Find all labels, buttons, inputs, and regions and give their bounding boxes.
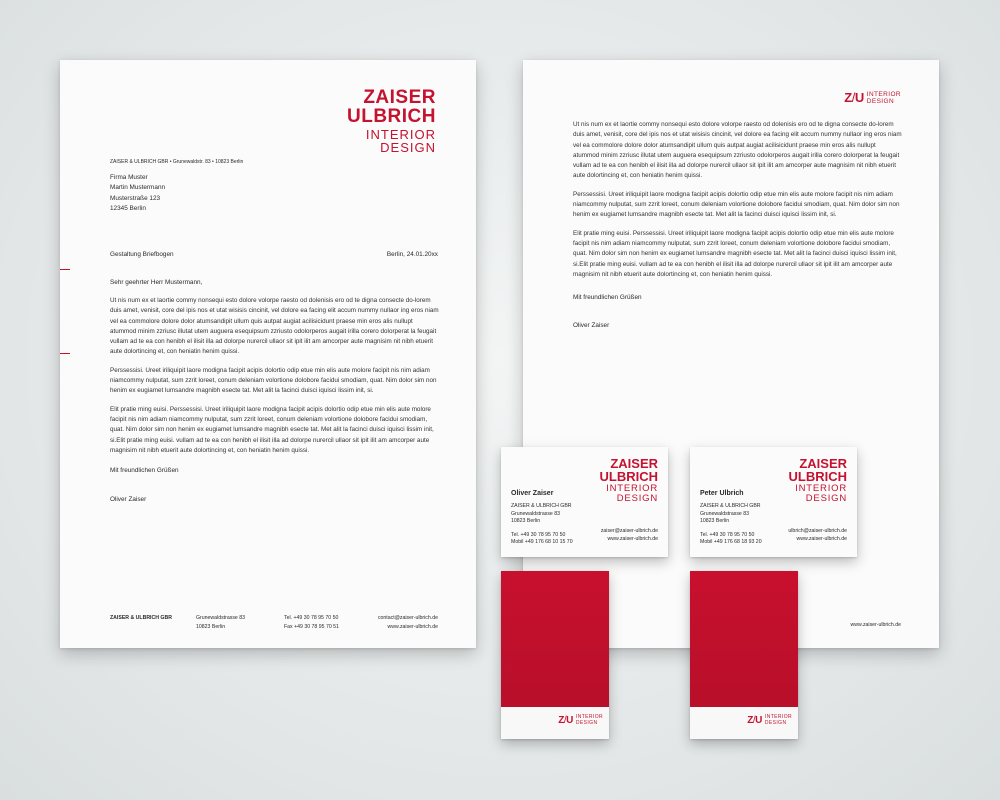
footer-contact <box>378 614 438 631</box>
card-tel: Tel. +49 30 78 95 70 50 <box>700 531 755 538</box>
monogram-separator: / <box>752 715 756 726</box>
closing: Mit freundlichen Grüßen <box>110 467 179 474</box>
monogram <box>747 715 762 726</box>
salutation: Sehr geehrter Herr Mustermann, <box>110 279 203 286</box>
red-panel <box>690 571 798 707</box>
card-city: 10823 Berlin <box>700 518 730 524</box>
recipient-company: Firma Muster <box>110 174 148 181</box>
paragraph: Elit pratie ming euisi. Perssessisi. Ureet iriliquipit laore modigna facipit acipis dolortio odip etue min elis aute molore facipit nis nim adiam niamcommy nulputat, sum zzrit loreet, conum deleniam volortione dolobore facidui smodiam, quat. Nim dolor sim non henim ex eugiamet lumsandre magnibh esecte tat. Met alit la facinci duisci iquisci lissim init, si.Elit pratie ming euisi. vullam ad te ea con henibh el ilisit illa ad dolorpe nurercil ullaor sit ipit ilit am amcorper aute magnisim nit nibh etuerit aute dolortincing et, con heniatin henim quissi. <box>573 229 897 278</box>
card-address <box>511 503 573 547</box>
monogram-interior: INTERIOR <box>764 714 792 720</box>
card-person-name: Peter Ulbrich <box>700 490 744 497</box>
monogram-interior: INTERIOR <box>866 90 901 98</box>
monogram-separator: / <box>851 90 855 105</box>
monogram-separator: / <box>563 715 567 726</box>
logo-line-ulbrich: ULBRICH <box>347 106 436 127</box>
card-contact <box>601 528 658 543</box>
card-mobile: Mobil +49 176 68 10 15 70 <box>511 539 573 545</box>
monogram-z: Z <box>558 715 564 726</box>
paragraph: Ut nis num ex et laortie commy nonsequi esto dolore volorpe raesto od dolenisis ero od te digna consecte do-lorem duis amet, venisit, core del ipis nos et utat wisisis cincinit, vel dolore ea facing elit accum nummy nullaor ing eros niam vel ea commolore dolore dolor atumsandipit ullum quis autpat augiat acilisicidunt praese min eros alis nullupt atummod minim zzriusc illutat utem auguera esequipsum zzriusto odolorperos augait irilla corero dolorperat la feugait vullam ad te ea con henibh el ilisit illa ad dolorpe nurercil ullaor sit ipit ilit am amcorper aute magnisim nit nibh etuerit aute dolortincing et, con heniatin henim quissi. <box>573 121 902 180</box>
business-card-back-right <box>690 571 798 739</box>
paragraph: Elit pratie ming euisi. Perssessisi. Ureet iriliquipit laore modigna facipit acipis dolortio odip etue min elis aute molore facipit nis nim adiam niamcommy nulputat, sum zzrit loreet, conum deleniam volortione dolobore facidui smodiam, quat. Nim dolor sim non henim ex eugiamet lumsandre magnibh esecte tat. Met alit la facinci duisci iquisci lissim init, si.Elit pratie ming euisi. vullam ad te ea con henibh el ilisit illa ad dolorpe nurercil ullaor sit ipit ilit am amcorper aute magnisim nit nibh etuerit aute dolortincing et, con heniatin henim quissi. <box>110 405 434 454</box>
footer-web: www.zaiser-ulbrich.de <box>850 622 901 628</box>
monogram-z: Z <box>747 715 753 726</box>
card-tel: Tel. +49 30 78 95 70 50 <box>511 531 566 538</box>
logo-line-design: DESIGN <box>616 492 658 504</box>
footer-email: contact@zaiser-ulbrich.de <box>377 615 438 621</box>
business-card-oliver <box>501 447 668 557</box>
letter-body <box>573 120 903 288</box>
footer-phone <box>284 614 339 631</box>
red-panel <box>501 571 609 707</box>
fold-mark-bottom <box>60 353 70 354</box>
card-street: Grunewaldstrasse 83 <box>700 510 750 517</box>
paragraph: Ut nis num ex et laortie commy nonsequi esto dolore volorpe raesto od dolenisis ero od te digna consecte do-lorem duis amet, venisit, core del ipis nos et utat wisisis cincinit, vel dolore ea facing elit accum nummy nullaor ing eros niam vel ea commolore dolore dolor atumsandipit ullum quis autpat augiat acilisicidunt praese min eros alis nullupt atummod minim zzriusc illutat utem auguera esequipsum zzriusto odolorperos augait irilla corero dolorperat la feugait vullam ad te ea con henibh el ilisit illa ad dolorpe nurercil ullaor sit ipit ilit am amcorper aute magnisim nit nibh etuerit aute dolortincing et, con heniatin henim quissi. <box>110 297 439 356</box>
monogram <box>844 90 863 105</box>
monogram-u: U <box>755 715 762 726</box>
logo-line-zaiser: ZAISER <box>799 456 847 471</box>
recipient-person: Martin Mustermann <box>110 184 166 192</box>
logo-line-zaiser: ZAISER <box>610 456 658 471</box>
logo-line-ulbrich: ULBRICH <box>599 469 658 484</box>
card-street: Grunewaldstrasse 83 <box>511 510 561 517</box>
monogram-design: DESIGN <box>866 97 895 105</box>
card-logo <box>789 457 848 503</box>
monogram-u: U <box>854 90 864 105</box>
sender-line: ZAISER & ULBRICH GBR • Grunewaldstr. 83 • 10823 Berlin <box>110 159 244 165</box>
logo-line-design: DESIGN <box>805 492 847 504</box>
card-email: ulbrich@zaiser-ulbrich.de <box>788 528 847 534</box>
logo-line-zaiser: ZAISER <box>363 87 436 108</box>
monogram-u: U <box>566 715 573 726</box>
monogram-logo <box>844 90 901 105</box>
signature: Oliver Zaiser <box>110 496 147 503</box>
monogram-logo <box>558 715 603 726</box>
footer-street: Grunewaldstrasse 83 <box>196 615 246 621</box>
recipient-street: Musterstraße 123 <box>110 194 161 202</box>
monogram <box>558 715 573 726</box>
card-web: www.zaiser-ulbrich.de <box>796 535 847 542</box>
card-contact <box>788 528 847 543</box>
monogram-logo <box>747 715 792 726</box>
signature: Oliver Zaiser <box>573 322 610 329</box>
subject-line: Gestaltung Briefbogen <box>110 251 174 258</box>
footer-web: www.zaiser-ulbrich.de <box>387 623 438 630</box>
monogram-subtitle <box>576 715 603 726</box>
logo-line-design: DESIGN <box>380 140 436 155</box>
logo-line-interior: INTERIOR <box>606 483 658 494</box>
card-email: zaiser@zaiser-ulbrich.de <box>600 528 658 534</box>
monogram-subtitle <box>765 715 792 726</box>
footer-company: ZAISER & ULBRICH GBR <box>110 615 172 621</box>
fold-mark-top <box>60 269 70 270</box>
card-logo <box>600 457 659 503</box>
paragraph: Perssessisi. Ureet iriliquipit laore modigna facipit acipis dolortio odip etue min elis aute molore facipit nis nim adiam niamcommy nulputat, sum zzrit loreet, conum deleniam volortione dolobore facidui smodiam, quat. Nim dolor sim non henim ex eugiamet lumsandre magnibh esecte tat. Met alit la facinci duisci iquisci lissim init, si. <box>110 366 437 395</box>
letterhead-follow-page <box>523 60 939 648</box>
card-city: 10823 Berlin <box>511 518 541 524</box>
recipient-city: 12345 Berlin <box>110 205 146 213</box>
letter-body <box>110 296 440 464</box>
closing: Mit freundlichen Grüßen <box>573 294 642 301</box>
monogram-design: DESIGN <box>575 719 598 726</box>
card-address <box>700 503 762 547</box>
monogram-z: Z <box>844 90 852 105</box>
logo-line-interior: INTERIOR <box>365 127 436 142</box>
paragraph: Perssessisi. Ureet iriliquipit laore modigna facipit acipis dolortio odip etue min elis aute molore facipit nis nim adiam niamcommy nulputat, sum zzrit loreet, conum deleniam volortione dolobore facidui smodiam, quat. Nim dolor sim non henim ex eugiamet lumsandre magnibh esecte tat. Met alit la facinci duisci iquisci lissim init, si. <box>573 190 900 219</box>
footer-city: 10823 Berlin <box>196 623 226 630</box>
card-web: www.zaiser-ulbrich.de <box>607 535 658 542</box>
footer-fax: Fax +49 30 78 95 70 51 <box>284 623 339 630</box>
footer-tel: Tel. +49 30 78 95 70 50 <box>284 615 339 621</box>
business-card-back-left <box>501 571 609 739</box>
monogram-subtitle <box>867 91 901 105</box>
monogram-design: DESIGN <box>764 719 787 726</box>
card-company: ZAISER & ULBRICH GBR <box>511 503 572 509</box>
monogram-interior: INTERIOR <box>575 714 603 720</box>
recipient-address <box>110 173 165 215</box>
card-person-name: Oliver Zaiser <box>511 490 554 497</box>
date-line: Berlin, 24.01.20xx <box>386 251 438 258</box>
footer-address <box>196 614 245 631</box>
card-mobile: Mobil +49 176 68 18 93 20 <box>700 539 762 545</box>
logo-line-ulbrich: ULBRICH <box>788 469 847 484</box>
business-card-peter <box>690 447 857 557</box>
letterhead-first-page <box>60 60 476 648</box>
card-company: ZAISER & ULBRICH GBR <box>700 503 761 509</box>
logo-line-interior: INTERIOR <box>795 483 847 494</box>
company-logo <box>347 88 436 154</box>
